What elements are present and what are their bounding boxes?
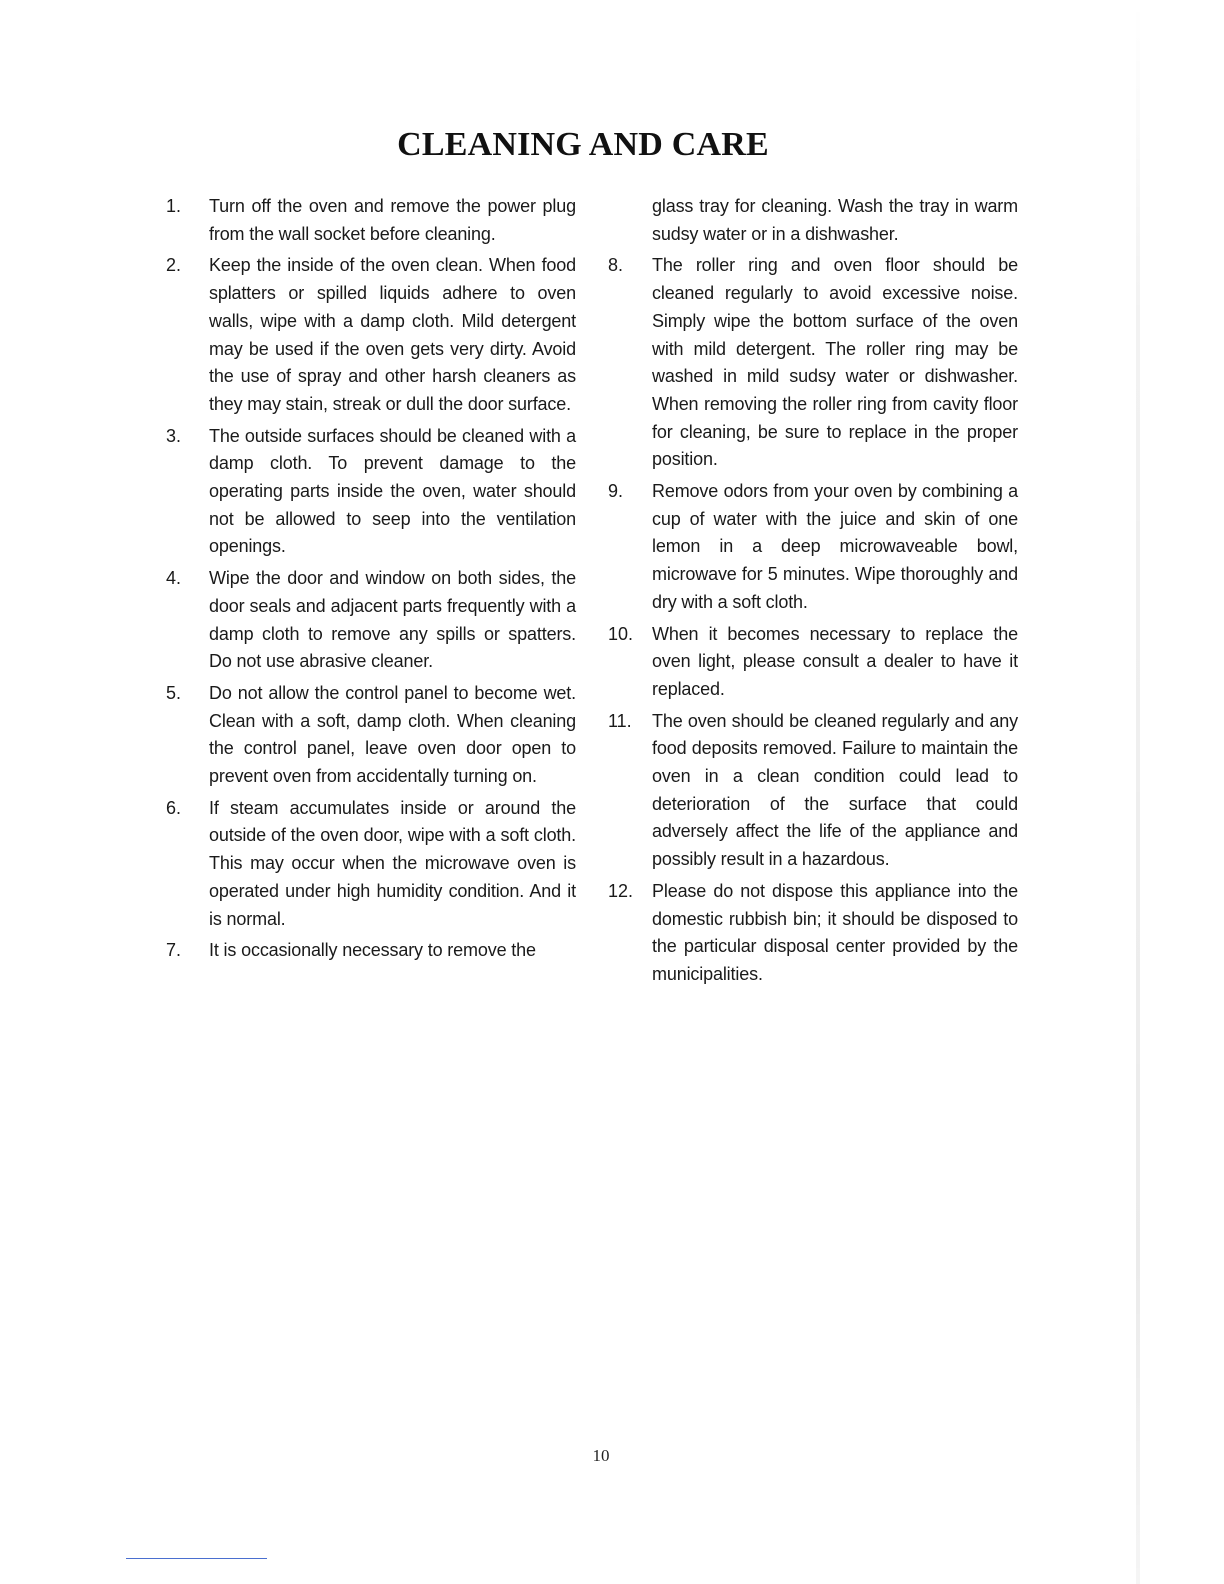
- list-item: [166, 423, 576, 562]
- item-number: 5.: [166, 682, 182, 703]
- item-text: If steam accumulates inside or around the outside of the oven door, wipe with a soft cloth. This may occur when the microwave oven is operated under high humidity condition. And it is normal.: [209, 797, 576, 929]
- item-text: The oven should be cleaned regularly and any food deposits removed. Failure to maintain the oven in a clean condition could lead to deterioration of the surface that could adversely affect the life of the appliance and possibly result in a hazardous.: [652, 710, 1018, 870]
- item-text: Please do not dispose this appliance into the domestic rubbish bin; it should be disposed to the particular disposal center provided by the municipalities.: [652, 880, 1018, 984]
- item-number: 3.: [166, 425, 182, 446]
- item-number: 11.: [608, 710, 632, 731]
- item-text: When it becomes necessary to replace the oven light, please consult a dealer to have it replaced.: [652, 623, 1018, 699]
- item-number: 1.: [166, 196, 182, 216]
- item-text: It is occasionally necessary to remove the: [209, 940, 536, 961]
- page-title: CLEANING AND CARE: [397, 126, 769, 163]
- list-item: [166, 565, 576, 676]
- list-item: [166, 795, 576, 934]
- scan-edge-shadow: [1136, 0, 1140, 1584]
- footer-rule: [126, 1558, 267, 1559]
- item-text: Turn off the oven and remove the power plug from the wall socket before cleaning.: [209, 196, 576, 244]
- list-item: [608, 621, 1018, 704]
- item-number: 7.: [166, 940, 182, 961]
- list-item: [166, 937, 576, 965]
- item-text: glass tray for cleaning. Wash the tray in warm sudsy water or in a dishwasher.: [652, 196, 1018, 244]
- list-item: [166, 252, 576, 418]
- item-number: 10.: [608, 623, 634, 644]
- list-item: [166, 680, 576, 791]
- instructions-left-column: [166, 193, 576, 969]
- list-item: [166, 193, 576, 248]
- item-text: The outside surfaces should be cleaned with a damp cloth. To prevent damage to the operating parts inside the oven, water should not be allowed to seep into the ventilation openings.: [209, 425, 576, 557]
- item-text: Do not allow the control panel to become wet. Clean with a soft, damp cloth. When cleaning the control panel, leave oven door open to prevent oven from accidentally turning on.: [209, 682, 576, 787]
- item-text: Remove odors from your oven by combining a cup of water with the juice and skin of one lemon in a deep microwaveable bowl, microwave for 5 minutes. Wipe thoroughly and dry with a soft cloth.: [652, 481, 1018, 612]
- item-text: Wipe the door and window on both sides, the door seals and adjacent parts frequently with a damp cloth to remove any spills or spatters. Do not use abrasive cleaner.: [209, 568, 576, 672]
- item-number: 12.: [608, 880, 634, 901]
- list-item: [608, 878, 1018, 989]
- item-number: 6.: [166, 797, 182, 818]
- list-item: [608, 708, 1018, 874]
- list-item: [608, 252, 1018, 474]
- item-number: 2.: [166, 255, 182, 276]
- list-item-continuation: [608, 193, 1018, 248]
- list-item: [608, 478, 1018, 617]
- item-number: 9.: [608, 481, 624, 502]
- page-number: 10: [592, 1446, 610, 1465]
- item-number: 4.: [166, 568, 182, 589]
- instructions-right-column: [608, 193, 1018, 993]
- item-text: The roller ring and oven floor should be cleaned regularly to avoid excessive noise. Simply wipe the bottom surface of the oven with mild detergent. The roller ring may be washed in mild sudsy water or dishwasher. When removing the roller ring from cavity floor for cleaning, be sure to replace in the proper position.: [652, 255, 1018, 470]
- item-number: 8.: [608, 255, 624, 276]
- item-text: Keep the inside of the oven clean. When food splatters or spilled liquids adhere to oven walls, wipe with a damp cloth. Mild detergent may be used if the oven gets very dirty. Avoid the use of spray and other harsh cleaners as they may stain, streak or dull the door surface.: [209, 255, 576, 414]
